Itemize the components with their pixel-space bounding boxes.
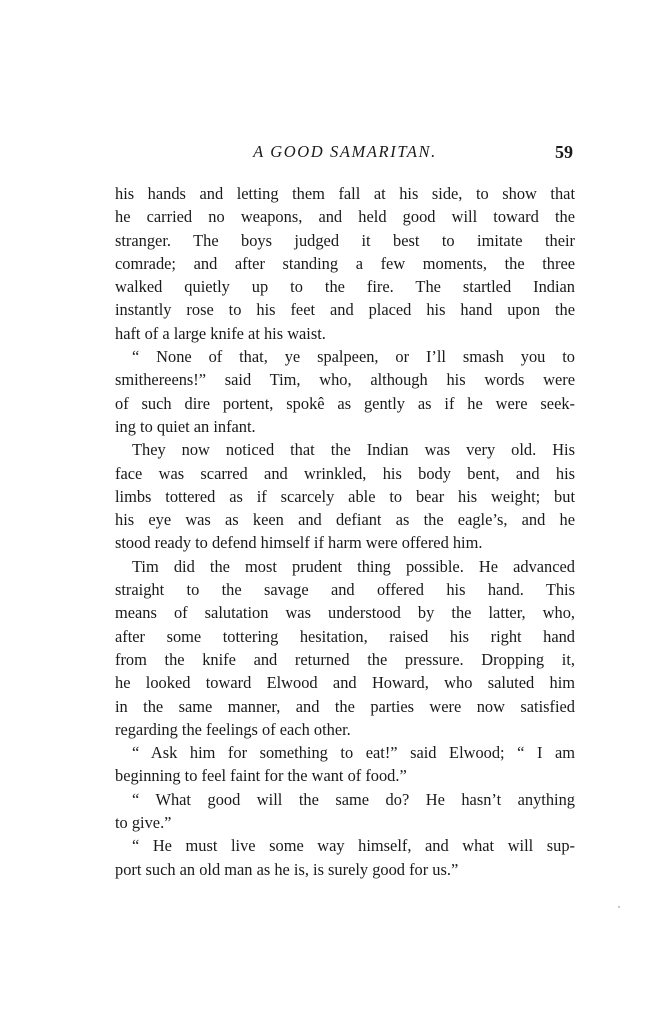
text-line: “ What good will the same do? He hasn’t anything [132,789,575,809]
text-line: “ Ask him for something to eat!” said Elwood; “ I am [132,743,575,763]
text-line: straight to the savage and offered his hand. This [115,580,575,600]
text-line: stranger. The boys judged it best to imitate their [115,230,575,250]
text-line: Tim did the most prudent thing possible. He advanced [132,556,575,576]
text-line: haft of a large knife at his waist. [115,323,326,343]
chapter-title: A GOOD SAMARITAN. [253,142,437,161]
text-line: smithereens!” said Tim, who, although his words were [115,370,575,390]
text-line: beginning to feel faint for the want of food.” [115,766,407,786]
paper-speck [618,906,620,908]
text-line: of such dire portent, spokê as gently as if he were seek- [115,393,575,413]
text-line: limbs tottered as if scarcely able to bear his weight; but [115,486,575,506]
text-line: his eye was as keen and defiant as the eagle’s, and he [115,510,575,530]
running-head [115,142,575,166]
text-line: “ He must live some way himself, and what will sup- [132,836,575,856]
text-line: after some tottering hesitation, raised his right hand [115,626,575,646]
text-line: to give.” [115,813,172,833]
text-line: face was scarred and wrinkled, his body bent, and his [115,463,575,483]
text-line: means of salutation was understood by the latter, who, [115,603,575,623]
text-line: in the same manner, and the parties were now satisfied [115,696,575,716]
text-line: port such an old man as he is, is surely good for us.” [115,859,459,879]
text-line: his hands and letting them fall at his side, to show that [115,184,575,203]
text-line: walked quietly up to the fire. The startled Indian [115,277,575,297]
text-line: instantly rose to his feet and placed his hand upon the [115,300,575,320]
text-line: “ None of that, ye spalpeen, or I’ll smash you to [132,347,575,367]
text-line: stood ready to defend himself if harm were offered him. [115,533,483,553]
text-line: from the knife and returned the pressure. Dropping it, [115,649,575,669]
text-line: They now noticed that the Indian was very old. His [132,440,575,460]
text-line: he carried no weapons, and held good will toward the [115,207,575,227]
text-line: regarding the feelings of each other. [115,719,351,739]
text-line: comrade; and after standing a few moments, the three [115,253,575,273]
page-number: 59 [555,142,573,162]
text-line: he looked toward Elwood and Howard, who saluted him [115,673,575,693]
text-line: ing to quiet an infant. [115,416,256,436]
body-text [115,182,575,881]
